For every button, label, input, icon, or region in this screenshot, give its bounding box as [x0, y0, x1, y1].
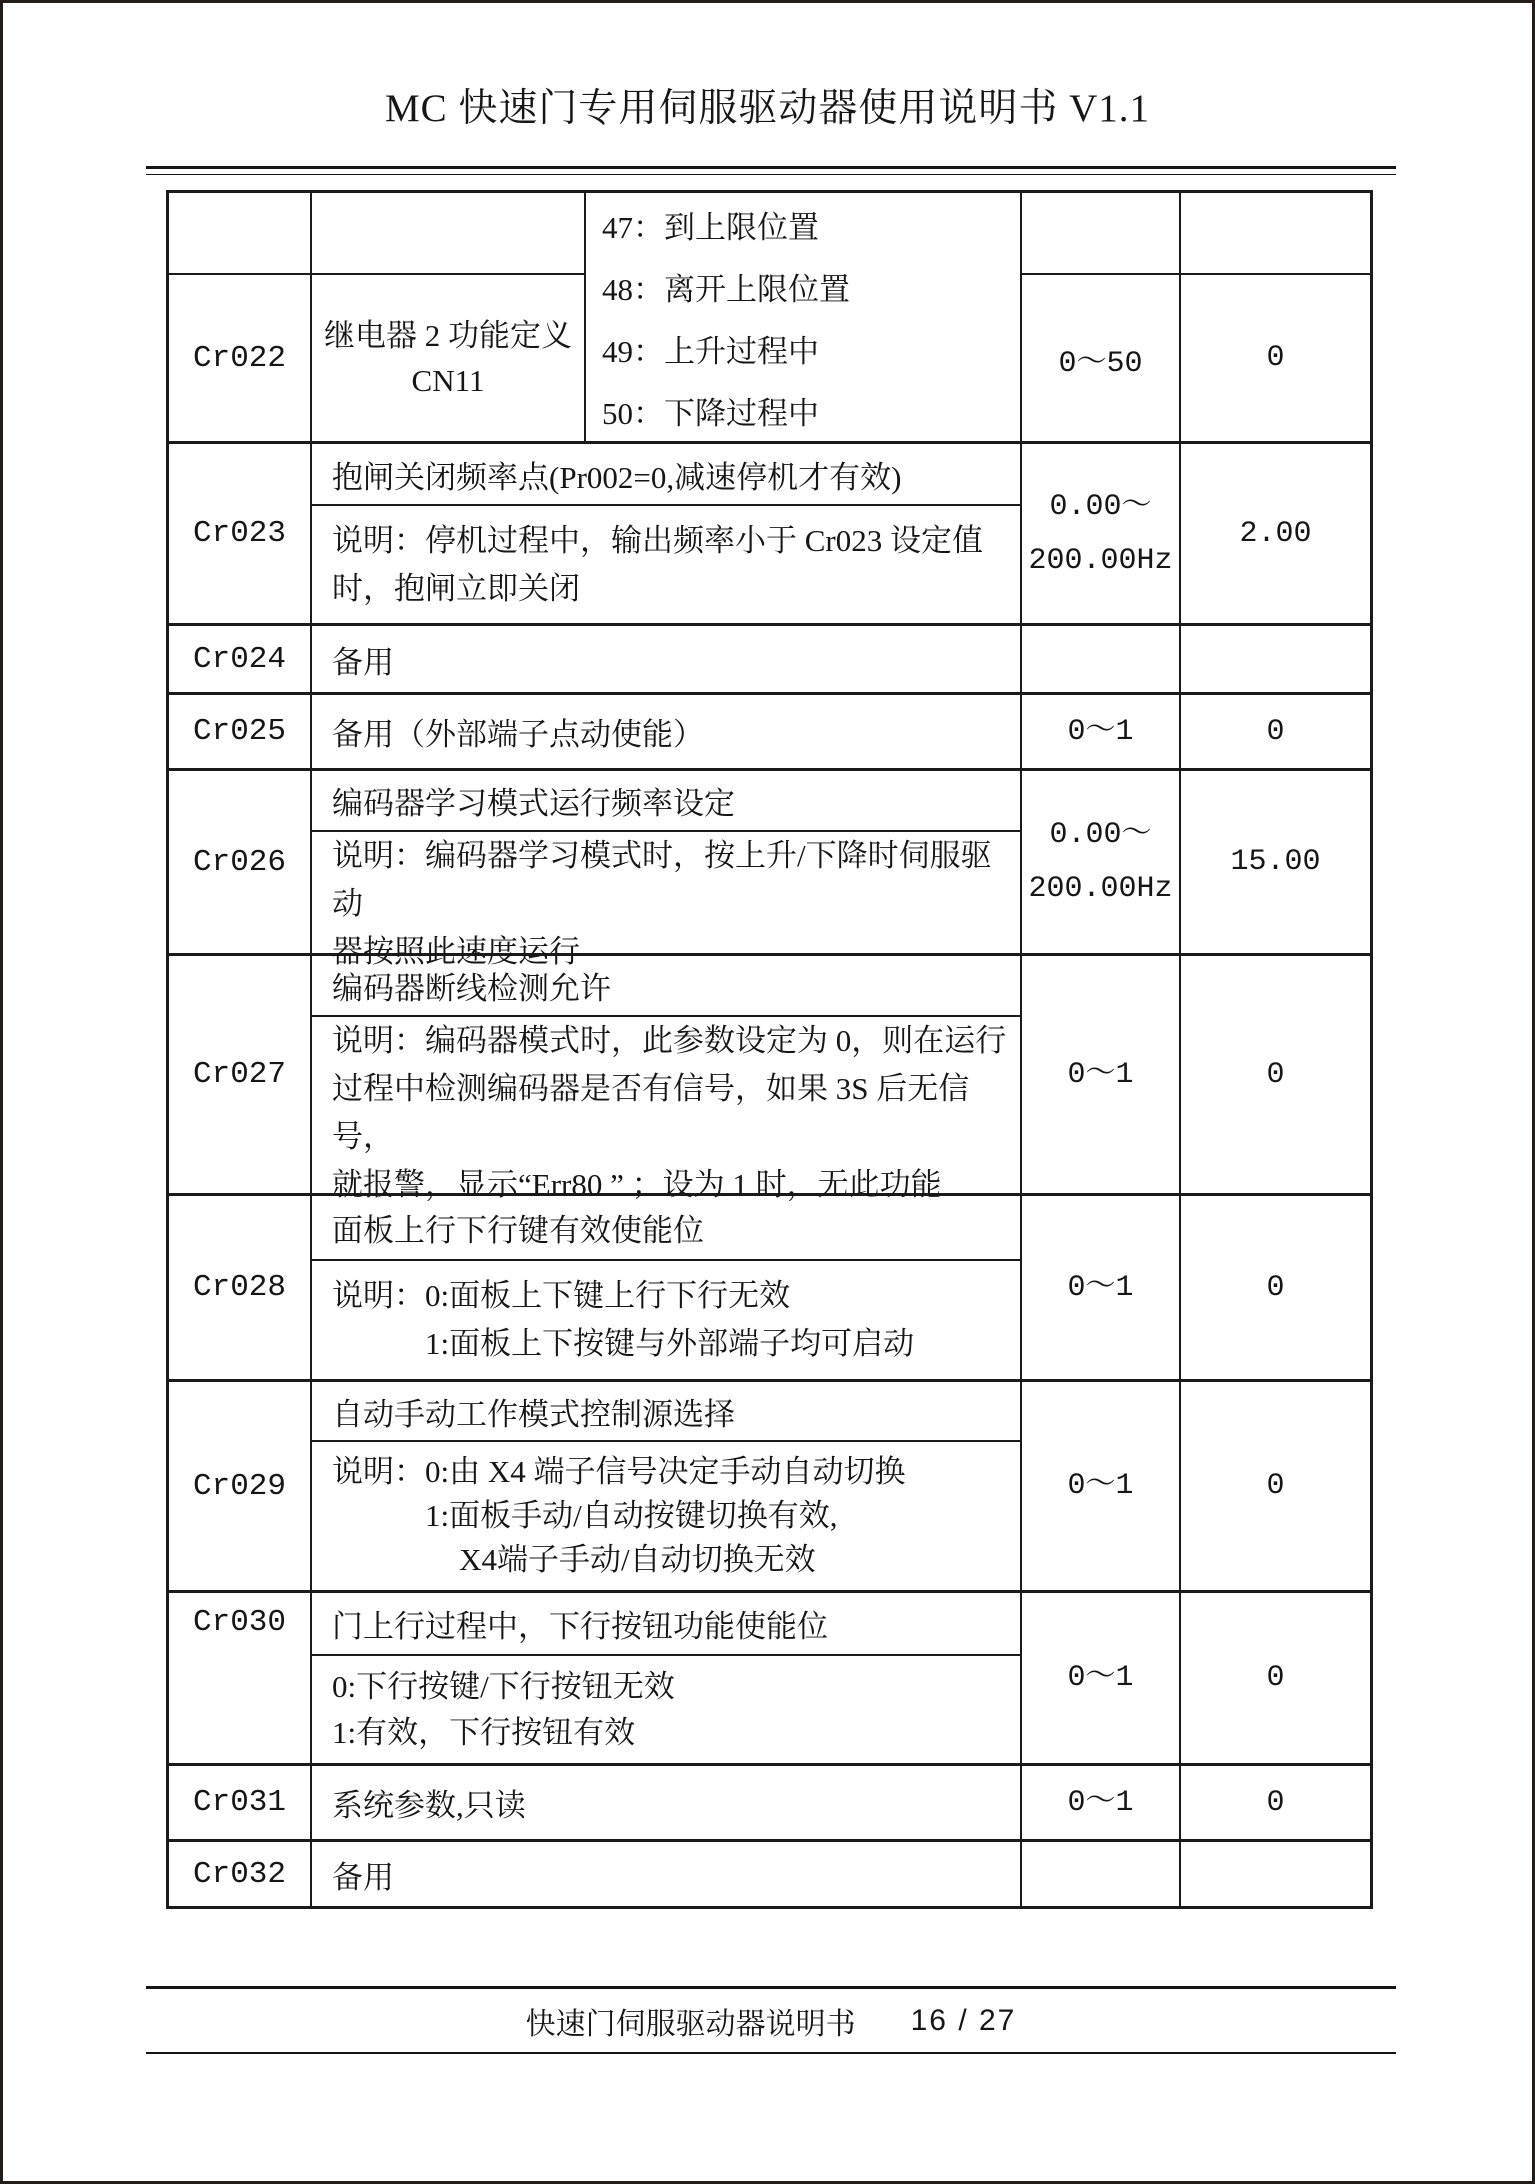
row-group-cr023: [169, 444, 1370, 626]
empty-cell: [169, 193, 312, 275]
param-option: 48：离开上限位置: [602, 271, 850, 307]
param-default: 15.00: [1230, 845, 1321, 879]
param-range: 0～1: [1022, 1196, 1181, 1379]
param-default: 2.00: [1239, 516, 1312, 551]
param-desc-line: 1:有效，下行按钮有效: [332, 1714, 636, 1750]
param-default: 0: [1266, 714, 1285, 749]
param-options: [586, 193, 1022, 441]
param-desc: [312, 1261, 1020, 1379]
row-group-cr024: [169, 626, 1370, 695]
param-option: 50：下降过程中: [602, 395, 819, 431]
param-option: 47：到上限位置: [602, 209, 819, 245]
param-code: Cr030: [169, 1593, 312, 1763]
param-title: 备用（外部端子点动使能）: [312, 695, 1022, 768]
header-rule: [146, 166, 1396, 175]
param-desc-line: 1:面板手动/自动按键切换有效,: [425, 1498, 838, 1533]
param-option: 49：上升过程中: [602, 333, 819, 369]
param-desc-line: 1:面板上下按键与外部端子均可启动: [425, 1326, 915, 1361]
param-range: [1022, 771, 1181, 953]
param-code: Cr025: [169, 695, 312, 768]
param-range-line: 200.00Hz: [1028, 543, 1173, 578]
row-group-cr032: [169, 1842, 1370, 1906]
row-group-cr031: [169, 1766, 1370, 1842]
param-title: 门上行过程中，下行按钮功能使能位: [312, 1593, 1020, 1656]
param-code: Cr024: [169, 626, 312, 692]
param-desc: [312, 1017, 1020, 1209]
row-group-cr025: [169, 695, 1370, 771]
param-code: Cr028: [169, 1196, 312, 1379]
param-default: 0: [1266, 1057, 1285, 1092]
page-footer: [146, 1986, 1396, 2054]
param-range: 0～1: [1022, 1766, 1181, 1839]
param-title: 编码器学习模式运行频率设定: [312, 771, 1020, 832]
param-detail: [312, 444, 1022, 623]
parameter-table: [166, 190, 1373, 1909]
param-desc-line: 过程中检测编码器是否有信号，如果 3S 后无信号，: [332, 1071, 970, 1154]
empty-cell: [1022, 193, 1181, 275]
param-code: Cr026: [169, 771, 312, 953]
param-desc-line: 说明：编码器学习模式时，按上升/下降时伺服驱动: [332, 838, 992, 921]
param-title: 备用: [312, 626, 1022, 692]
param-detail: [312, 1196, 1022, 1379]
param-title: 备用: [312, 1842, 1022, 1906]
param-desc-line: 0:下行按键/下行按钮无效: [332, 1668, 675, 1704]
param-range: [1022, 444, 1181, 623]
param-default: [1181, 1842, 1370, 1906]
param-desc-line: 器按照此速度运行: [332, 934, 580, 969]
row-group-cr028: [169, 1196, 1370, 1382]
param-title: 面板上行下行键有效使能位: [312, 1196, 1020, 1261]
param-code: Cr022: [169, 275, 312, 441]
param-name: [312, 275, 586, 441]
param-range: 0～1: [1022, 695, 1181, 768]
param-desc-line: 说明：0:面板上下键上行下行无效: [332, 1278, 791, 1313]
param-code: Cr032: [169, 1842, 312, 1906]
param-desc-line: 就报警，显示“Err80 ” ；设为 1 时，无此功能: [332, 1167, 942, 1202]
param-title: 系统参数,只读: [312, 1766, 1022, 1839]
param-name-line: 继电器 2 功能定义: [324, 318, 572, 353]
param-default: 0: [1266, 1661, 1285, 1695]
param-desc-line: 说明：停机过程中，输出频率小于 Cr023 设定值: [332, 522, 983, 558]
param-desc-line: 说明：0:由 X4 端子信号决定手动自动切换: [332, 1454, 906, 1489]
empty-cell: [312, 193, 586, 275]
param-range: [1022, 1842, 1181, 1906]
param-default: 0: [1266, 1270, 1285, 1305]
param-range-line: 0.00～: [1049, 489, 1152, 524]
param-code: Cr023: [169, 444, 312, 623]
row-group-cr029: [169, 1382, 1370, 1593]
page-title: MC 快速门专用伺服驱动器使用说明书 V1.1: [384, 87, 1151, 130]
param-code: Cr031: [169, 1766, 312, 1839]
param-name-line: CN11: [411, 363, 485, 398]
param-detail: [312, 1593, 1022, 1763]
param-title: 自动手动工作模式控制源选择: [312, 1382, 1020, 1442]
param-default: 0: [1266, 1469, 1285, 1503]
param-default: 0: [1266, 341, 1285, 375]
param-range: [1022, 626, 1181, 692]
param-range: 0～1: [1022, 1593, 1181, 1763]
row-group-cr027: [169, 956, 1370, 1202]
param-desc: [312, 1656, 1020, 1763]
page-number: 16 / 27: [910, 2003, 1017, 2037]
empty-cell: [1181, 193, 1370, 275]
param-range: 0～1: [1022, 1382, 1181, 1590]
param-detail: [312, 956, 1022, 1202]
param-detail: [312, 771, 1022, 969]
param-code: Cr027: [169, 956, 312, 1193]
param-detail: [312, 1382, 1022, 1590]
param-range-line: 0.00～: [1049, 818, 1152, 852]
param-desc: [312, 832, 1020, 976]
row-group-cr026: [169, 771, 1370, 969]
param-desc-line: X4端子手动/自动切换无效: [459, 1542, 816, 1577]
param-default: 0: [1266, 1785, 1285, 1820]
param-default: [1181, 626, 1370, 692]
param-range-line: 200.00Hz: [1028, 872, 1173, 906]
param-title: 抱闸关闭频率点(Pr002=0,减速停机才有效): [312, 444, 1020, 506]
param-desc-line: 时，抱闸立即关闭: [332, 570, 580, 606]
param-range: 0～1: [1022, 956, 1181, 1193]
param-desc: [312, 506, 1020, 623]
param-title: 编码器断线检测允许: [312, 956, 1020, 1017]
param-range: 0～50: [1022, 275, 1181, 441]
row-group-cr030: [169, 1593, 1370, 1766]
param-desc: [312, 1442, 1020, 1590]
row-group-cr022: [169, 193, 1370, 444]
param-desc-line: 说明：编码器模式时，此参数设定为 0，则在运行: [332, 1023, 1007, 1058]
footer-doc-name: 快速门伺服驱动器说明书: [525, 2007, 856, 2041]
param-code: Cr029: [169, 1382, 312, 1590]
